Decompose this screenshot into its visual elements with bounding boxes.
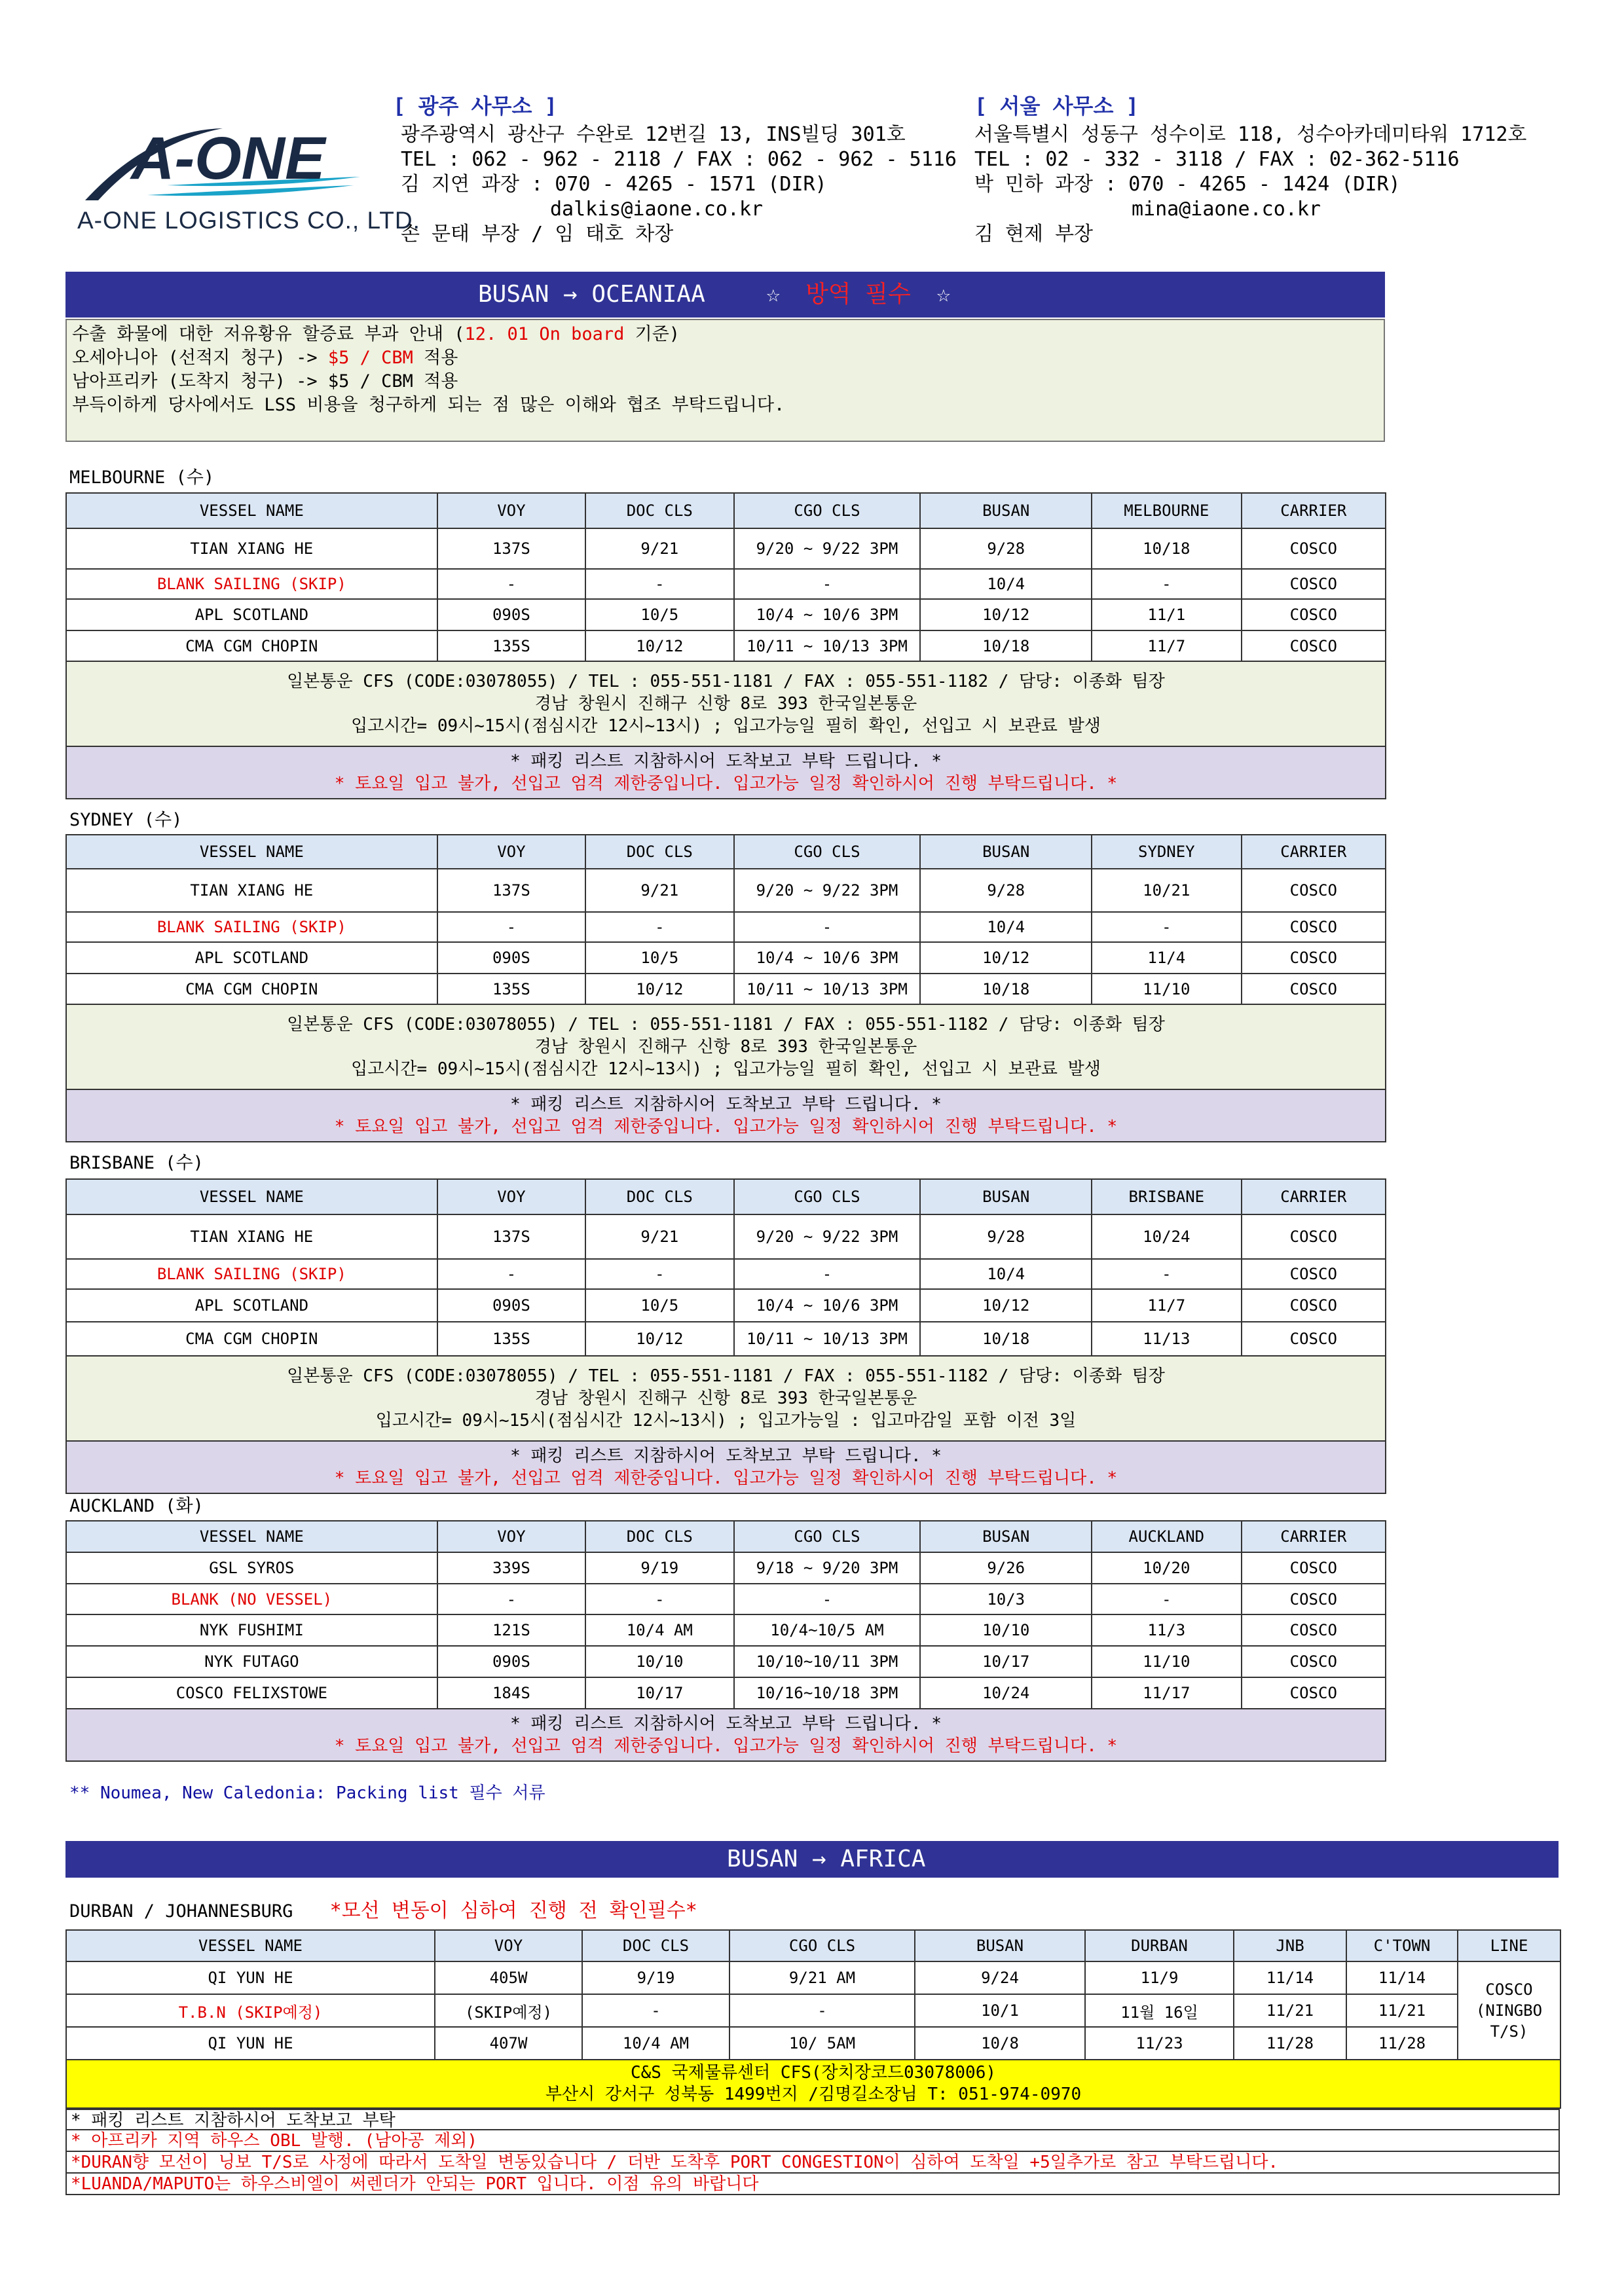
packing-line: * 패킹 리스트 지참하시어 도착보고 부탁 드립니다. * xyxy=(510,1095,942,1114)
table-cell: 11/9 xyxy=(1085,1961,1234,1994)
table-cell: 10/10~10/11 3PM xyxy=(734,1646,921,1677)
table-header-row xyxy=(66,493,1386,528)
table-cell: 10/18 xyxy=(920,630,1092,661)
packing-notice-row xyxy=(66,746,1386,799)
table-cell: 11/13 xyxy=(1092,1322,1241,1356)
africa-notes xyxy=(65,2109,1560,2195)
seoul-staff: 김 현제 부장 xyxy=(974,223,1094,246)
column-header: BUSAN xyxy=(915,1930,1085,1961)
table-cell: 10/12 xyxy=(585,1322,733,1356)
table-cell: TIAN XIANG HE xyxy=(66,528,437,569)
column-header: JNB xyxy=(1234,1930,1346,1961)
seoul-office-title: [ 서울 사무소 ] xyxy=(974,94,1139,118)
table-cell: - xyxy=(437,1259,585,1289)
table-cell: 10/10 xyxy=(585,1646,733,1677)
section-label: AUCKLAND (화) xyxy=(69,1496,204,1516)
table-cell: 11/14 xyxy=(1234,1961,1346,1994)
table-cell: 9/21 xyxy=(585,869,733,912)
table-row xyxy=(66,1214,1386,1259)
table-cell: 11/17 xyxy=(1092,1677,1241,1709)
table-cell: - xyxy=(1092,1584,1241,1614)
table-cell: 137S xyxy=(437,528,585,569)
lss-notice xyxy=(65,319,1385,442)
table-cell: 10/18 xyxy=(920,974,1092,1004)
table-cell: 10/24 xyxy=(920,1677,1092,1709)
gwangju-staff: 손 문태 부장 / 임 태호 차장 xyxy=(401,223,674,246)
table-cell: COSCO FELIXSTOWE xyxy=(66,1677,437,1709)
africa-note: * 아프리카 지역 하우스 OBL 발행. (남아공 제외) xyxy=(65,2130,1560,2152)
table-cell: - xyxy=(585,569,733,599)
column-header: VOY xyxy=(435,1930,582,1961)
africa-schedule-table xyxy=(65,1929,1561,2109)
packing-notice xyxy=(66,1089,1386,1142)
table-cell: APL SCOTLAND xyxy=(66,599,437,630)
table-cell: 339S xyxy=(437,1552,585,1584)
section-label: BRISBANE (수) xyxy=(69,1153,204,1173)
column-header: LINE xyxy=(1458,1930,1560,1961)
column-header: BUSAN xyxy=(920,493,1092,528)
packing-line: * 패킹 리스트 지참하시어 도착보고 부탁 드립니다. * xyxy=(510,1714,942,1734)
table-cell: 10/18 xyxy=(920,1322,1092,1356)
column-header: BUSAN xyxy=(920,1179,1092,1214)
column-header: CARRIER xyxy=(1242,493,1386,528)
africa-title-bar xyxy=(65,1841,1559,1878)
table-row xyxy=(66,1646,1386,1677)
star-left-icon: ☆ xyxy=(766,281,781,308)
table-cell: - xyxy=(582,1994,729,2027)
table-row xyxy=(66,599,1386,630)
table-cell: 090S xyxy=(437,1289,585,1322)
table-cell: 10/12 xyxy=(920,942,1092,974)
table-cell: 11/21 xyxy=(1346,1994,1458,2027)
table-cell: COSCO xyxy=(1242,630,1386,661)
table-cell: - xyxy=(585,1259,733,1289)
packing-notice-row xyxy=(66,1441,1386,1493)
cfs-info-row xyxy=(66,661,1386,746)
table-row xyxy=(66,528,1386,569)
table-row xyxy=(66,569,1386,599)
seoul-contact: 박 민하 과장 : 070 - 4265 - 1424 (DIR) xyxy=(974,173,1401,196)
cfs-line: 일본통운 CFS (CODE:03078055) / TEL : 055-551-1181 / FAX : 055-551-1182 / 담당: 이종화 팀장 xyxy=(287,1015,1165,1034)
table-cell: 407W xyxy=(435,2027,582,2060)
table-cell: 10/16~10/18 3PM xyxy=(734,1677,921,1709)
table-cell: 10/4 ~ 10/6 3PM xyxy=(734,942,921,974)
table-cell: COSCO xyxy=(1242,528,1386,569)
saturday-warning: * 토요일 입고 불가, 선입고 엄격 제한중입니다. 입고가능 일정 확인하시어 진행 부탁드립니다. * xyxy=(334,1117,1118,1137)
notice-line-2: 오세아니아 (선적지 청구) -> $5 / CBM 적용 xyxy=(72,348,458,368)
table-cell: 10/24 xyxy=(1092,1214,1241,1259)
cfs-line: 부산시 강서구 성북동 1499번지 /김명길소장님 T: 051-974-0970 xyxy=(545,2085,1082,2104)
table-cell: 11월 16일 xyxy=(1085,1994,1234,2027)
column-header: DOC CLS xyxy=(585,493,733,528)
packing-notice xyxy=(66,746,1386,799)
column-header: BUSAN xyxy=(920,835,1092,869)
column-header: DURBAN xyxy=(1085,1930,1234,1961)
column-header: DOC CLS xyxy=(582,1930,729,1961)
table-cell: 9/20 ~ 9/22 3PM xyxy=(734,869,921,912)
table-cell: COSCO xyxy=(1242,1646,1386,1677)
table-cell: 10/12 xyxy=(585,974,733,1004)
table-cell: COSCO xyxy=(1242,1289,1386,1322)
table-cell: (SKIP예정) xyxy=(435,1994,582,2027)
column-header: CGO CLS xyxy=(729,1930,915,1961)
table-cell: 10/12 xyxy=(920,599,1092,630)
table-cell: 9/20 ~ 9/22 3PM xyxy=(734,1214,921,1259)
table-cell: - xyxy=(1092,1259,1241,1289)
africa-route: DURBAN / JOHANNESBURG xyxy=(69,1901,293,1922)
column-header: BUSAN xyxy=(920,1521,1092,1552)
table-cell: QI YUN HE xyxy=(66,1961,435,1994)
seoul-tel: TEL : 02 - 332 - 3118 / FAX : 02-362-5116 xyxy=(974,148,1460,171)
schedule-table xyxy=(65,834,1386,1142)
noumea-footnote: ** Noumea, New Caledonia: Packing list 필수 서류 xyxy=(69,1783,545,1803)
table-cell: CMA CGM CHOPIN xyxy=(66,630,437,661)
table-cell: - xyxy=(585,912,733,942)
table-cell: 10/5 xyxy=(585,1289,733,1322)
gwangju-office-title: [ 광주 사무소 ] xyxy=(393,94,557,118)
table-row xyxy=(66,1584,1386,1614)
packing-notice xyxy=(66,1441,1386,1493)
table-cell: 11/3 xyxy=(1092,1614,1241,1646)
table-row xyxy=(66,869,1386,912)
cfs-line: 경남 창원시 진해구 신항 8로 393 한국일본통운 xyxy=(534,1037,917,1057)
column-header: C'TOWN xyxy=(1346,1930,1458,1961)
oceania-title: BUSAN → OCEANIAA xyxy=(478,281,705,308)
table-cell: 10/18 xyxy=(1092,528,1241,569)
column-header: VOY xyxy=(437,1179,585,1214)
saturday-warning: * 토요일 입고 불가, 선입고 엄격 제한중입니다. 입고가능 일정 확인하시어 진행 부탁드립니다. * xyxy=(334,774,1118,793)
africa-note: *DURAN향 모선이 닝보 T/S로 사정에 따라서 도착일 변동있습니다 / 더반 도착후 PORT CONGESTION이 심하여 도착일 +5일추가로 참고 부탁드립니다. xyxy=(65,2152,1560,2174)
schedule-table xyxy=(65,1520,1386,1762)
table-row xyxy=(66,2027,1560,2060)
column-header: SYDNEY xyxy=(1092,835,1241,869)
table-cell: 9/21 AM xyxy=(729,1961,915,1994)
table-cell: 9/24 xyxy=(915,1961,1085,1994)
table-cell: 9/19 xyxy=(582,1961,729,1994)
table-cell: COSCO xyxy=(1242,599,1386,630)
table-cell: APL SCOTLAND xyxy=(66,942,437,974)
column-header: DOC CLS xyxy=(585,1521,733,1552)
table-cell: 9/21 xyxy=(585,528,733,569)
table-row xyxy=(66,942,1386,974)
table-row xyxy=(66,1961,1560,1994)
table-cell: BLANK SAILING (SKIP) xyxy=(66,569,437,599)
table-cell: 10/10 xyxy=(920,1614,1092,1646)
table-cell: 10/11 ~ 10/13 3PM xyxy=(734,1322,921,1356)
table-header-row xyxy=(66,1521,1386,1552)
cfs-info xyxy=(66,1356,1386,1441)
column-header: VOY xyxy=(437,835,585,869)
cfs-line: 일본통운 CFS (CODE:03078055) / TEL : 055-551-1181 / FAX : 055-551-1182 / 담당: 이종화 팀장 xyxy=(287,672,1165,691)
cfs-info-row xyxy=(66,1356,1386,1441)
table-row xyxy=(66,1322,1386,1356)
table-cell: 11/7 xyxy=(1092,1289,1241,1322)
table-cell: COSCO xyxy=(1242,1259,1386,1289)
table-cell: 10/4 AM xyxy=(582,2027,729,2060)
table-row xyxy=(66,974,1386,1004)
table-cell: 10/1 xyxy=(915,1994,1085,2027)
africa-note: *LUANDA/MAPUTO는 하우스비엘이 써렌더가 안되는 PORT 입니다. 이점 유의 바랍니다 xyxy=(65,2174,1560,2195)
column-header: VOY xyxy=(437,1521,585,1552)
table-cell: - xyxy=(729,1994,915,2027)
table-cell: 9/26 xyxy=(920,1552,1092,1584)
table-cell: 137S xyxy=(437,1214,585,1259)
carrier-line-cell: COSCO (NINGBO T/S) xyxy=(1458,1961,1560,2060)
table-cell: GSL SYROS xyxy=(66,1552,437,1584)
table-cell: 11/28 xyxy=(1234,2027,1346,2060)
table-cell: - xyxy=(734,912,921,942)
table-cell: 137S xyxy=(437,869,585,912)
logo-company-name: A-ONE LOGISTICS CO., LTD. xyxy=(77,207,420,234)
table-cell: 135S xyxy=(437,974,585,1004)
table-cell: COSCO xyxy=(1242,1552,1386,1584)
table-cell: - xyxy=(437,912,585,942)
table-cell: 10/5 xyxy=(585,942,733,974)
seoul-email[interactable]: mina@iaone.co.kr xyxy=(1132,198,1321,221)
cfs-line: 경남 창원시 진해구 신항 8로 393 한국일본통운 xyxy=(534,694,917,714)
table-cell: 405W xyxy=(435,1961,582,1994)
column-header: VESSEL NAME xyxy=(66,1179,437,1214)
table-cell: 11/21 xyxy=(1234,1994,1346,2027)
table-cell: 10/21 xyxy=(1092,869,1241,912)
seoul-office xyxy=(974,94,1526,247)
table-cell: COSCO xyxy=(1242,1614,1386,1646)
gwangju-contact: 김 지연 과장 : 070 - 4265 - 1571 (DIR) xyxy=(401,173,827,196)
packing-line: * 패킹 리스트 지참하시어 도착보고 부탁 드립니다. * xyxy=(510,1446,942,1466)
cfs-line: 입고시간= 09시~15시(점심시간 12시~13시) ; 입고가능일 필히 확인, 선입고 시 보관료 발생 xyxy=(351,1059,1101,1079)
packing-line: * 패킹 리스트 지참하시어 도착보고 부탁 드립니다. * xyxy=(510,752,942,771)
table-header-row xyxy=(66,1179,1386,1214)
column-header: MELBOURNE xyxy=(1092,493,1241,528)
table-cell: 10/4~10/5 AM xyxy=(734,1614,921,1646)
gwangju-office xyxy=(393,94,957,247)
table-cell: APL SCOTLAND xyxy=(66,1289,437,1322)
table-cell: COSCO xyxy=(1242,1214,1386,1259)
table-cell: - xyxy=(1092,569,1241,599)
gwangju-address: 광주광역시 광산구 수완로 12번길 13, INS빌딩 301호 xyxy=(401,123,906,146)
table-row xyxy=(66,1552,1386,1584)
table-cell: 10/12 xyxy=(920,1289,1092,1322)
column-header: CARRIER xyxy=(1242,835,1386,869)
table-row xyxy=(66,1994,1560,2027)
cfs-line: C&S 국제물류센터 CFS(장치장코드03078006) xyxy=(630,2063,997,2083)
table-cell: 9/19 xyxy=(585,1552,733,1584)
quarantine-note: 방역 필수 xyxy=(805,281,911,308)
column-header: VESSEL NAME xyxy=(66,1930,435,1961)
table-cell: BLANK (NO VESSEL) xyxy=(66,1584,437,1614)
company-logo xyxy=(72,117,420,241)
table-cell: 10/3 xyxy=(920,1584,1092,1614)
logo-wordmark: A-ONE xyxy=(131,125,325,192)
table-cell: QI YUN HE xyxy=(66,2027,435,2060)
section-label: MELBOURNE (수) xyxy=(69,467,215,488)
table-cell: 10/4 xyxy=(920,1259,1092,1289)
column-header: CGO CLS xyxy=(734,493,921,528)
table-cell: 090S xyxy=(437,599,585,630)
saturday-warning: * 토요일 입고 불가, 선입고 엄격 제한중입니다. 입고가능 일정 확인하시어 진행 부탁드립니다. * xyxy=(334,1468,1118,1488)
gwangju-email[interactable]: dalkis@iaone.co.kr xyxy=(550,198,764,221)
table-cell: 10/11 ~ 10/13 3PM xyxy=(734,630,921,661)
table-cell: COSCO xyxy=(1242,974,1386,1004)
table-cell: CMA CGM CHOPIN xyxy=(66,1322,437,1356)
notice-line-4: 부득이하게 당사에서도 LSS 비용을 청구하게 되는 점 많은 이해와 협조 부탁드립니다. xyxy=(72,395,785,415)
section-label: SYDNEY (수) xyxy=(69,810,183,830)
table-cell: 10/4 ~ 10/6 3PM xyxy=(734,599,921,630)
table-cell: 090S xyxy=(437,942,585,974)
table-cell: 121S xyxy=(437,1614,585,1646)
table-cell: 10/4 xyxy=(920,912,1092,942)
notice-line-3: 남아프리카 (도착지 청구) -> $5 / CBM 적용 xyxy=(72,371,458,392)
table-cell: 11/1 xyxy=(1092,599,1241,630)
table-cell: 11/10 xyxy=(1092,1646,1241,1677)
schedule-table xyxy=(65,1178,1386,1494)
column-header: CARRIER xyxy=(1242,1179,1386,1214)
cfs-line: 입고시간= 09시~15시(점심시간 12시~13시) ; 입고가능일 필히 확인, 선입고 시 보관료 발생 xyxy=(351,716,1101,736)
table-cell: - xyxy=(1092,912,1241,942)
column-header: VOY xyxy=(437,493,585,528)
africa-title: BUSAN → AFRICA xyxy=(727,1846,926,1872)
africa-route-label xyxy=(69,1894,697,1923)
table-cell: - xyxy=(734,1584,921,1614)
schedule-table xyxy=(65,492,1386,799)
table-cell: 184S xyxy=(437,1677,585,1709)
table-header-row xyxy=(66,835,1386,869)
column-header: CARRIER xyxy=(1242,1521,1386,1552)
table-cell: COSCO xyxy=(1242,1584,1386,1614)
cfs-line: 경남 창원시 진해구 신항 8로 393 한국일본통운 xyxy=(534,1389,917,1408)
table-cell: COSCO xyxy=(1242,569,1386,599)
table-header-row xyxy=(66,1930,1560,1961)
cfs-line: 입고시간= 09시~15시(점심시간 12시~13시) ; 입고가능일 : 입고마감일 포함 이전 3일 xyxy=(375,1411,1077,1430)
table-cell: COSCO xyxy=(1242,869,1386,912)
table-cell: COSCO xyxy=(1242,1677,1386,1709)
table-cell: BLANK SAILING (SKIP) xyxy=(66,912,437,942)
table-cell: 9/21 xyxy=(585,1214,733,1259)
table-cell: 10/5 xyxy=(585,599,733,630)
table-cell: 11/4 xyxy=(1092,942,1241,974)
cfs-info-row xyxy=(66,1004,1386,1089)
column-header: CGO CLS xyxy=(734,1179,921,1214)
table-row xyxy=(66,630,1386,661)
table-cell: 9/18 ~ 9/20 3PM xyxy=(734,1552,921,1584)
table-cell: 135S xyxy=(437,1322,585,1356)
table-cell: 10/8 xyxy=(915,2027,1085,2060)
packing-notice xyxy=(66,1709,1386,1761)
table-cell: 10/4 xyxy=(920,569,1092,599)
table-cell: 10/12 xyxy=(585,630,733,661)
africa-note: * 패킹 리스트 지참하시어 도착보고 부탁 xyxy=(65,2109,1560,2130)
star-right-icon: ☆ xyxy=(936,281,951,308)
table-cell: 9/28 xyxy=(920,1214,1092,1259)
table-cell: 10/17 xyxy=(585,1677,733,1709)
packing-notice-row xyxy=(66,1709,1386,1761)
africa-route-warning: *모선 변동이 심하여 진행 전 확인필수* xyxy=(329,1899,697,1922)
column-header: DOC CLS xyxy=(585,1179,733,1214)
table-cell: - xyxy=(734,569,921,599)
column-header: VESSEL NAME xyxy=(66,1521,437,1552)
table-cell: CMA CGM CHOPIN xyxy=(66,974,437,1004)
column-header: CGO CLS xyxy=(734,1521,921,1552)
cfs-info xyxy=(66,1004,1386,1089)
column-header: CGO CLS xyxy=(734,835,921,869)
table-cell: COSCO xyxy=(1242,1322,1386,1356)
gwangju-tel: TEL : 062 - 962 - 2118 / FAX : 062 - 962 - 5116 xyxy=(401,148,957,171)
cfs-info-row xyxy=(66,2060,1560,2108)
table-cell: 10/4 ~ 10/6 3PM xyxy=(734,1289,921,1322)
cfs-line: 일본통운 CFS (CODE:03078055) / TEL : 055-551-1181 / FAX : 055-551-1182 / 담당: 이종화 팀장 xyxy=(287,1366,1165,1386)
table-row xyxy=(66,912,1386,942)
column-header: AUCKLAND xyxy=(1092,1521,1241,1552)
table-row xyxy=(66,1677,1386,1709)
column-header: DOC CLS xyxy=(585,835,733,869)
table-cell: COSCO xyxy=(1242,912,1386,942)
table-cell: 10/4 AM xyxy=(585,1614,733,1646)
table-cell: 9/28 xyxy=(920,528,1092,569)
table-row xyxy=(66,1259,1386,1289)
notice-line-1: 수출 화물에 대한 저유황유 할증료 부과 안내 (12. 01 On board 기준) xyxy=(72,324,680,344)
table-cell: 135S xyxy=(437,630,585,661)
table-cell: 10/11 ~ 10/13 3PM xyxy=(734,974,921,1004)
packing-notice-row xyxy=(66,1089,1386,1142)
table-cell: BLANK SAILING (SKIP) xyxy=(66,1259,437,1289)
saturday-warning: * 토요일 입고 불가, 선입고 엄격 제한중입니다. 입고가능 일정 확인하시어 진행 부탁드립니다. * xyxy=(334,1736,1118,1756)
table-cell: - xyxy=(585,1584,733,1614)
table-row xyxy=(66,1614,1386,1646)
table-cell: 090S xyxy=(437,1646,585,1677)
table-cell: TIAN XIANG HE xyxy=(66,869,437,912)
table-cell: 11/28 xyxy=(1346,2027,1458,2060)
table-cell: 10/ 5AM xyxy=(729,2027,915,2060)
cfs-info xyxy=(66,661,1386,746)
table-cell: NYK FUSHIMI xyxy=(66,1614,437,1646)
table-cell: 10/17 xyxy=(920,1646,1092,1677)
table-cell: 11/23 xyxy=(1085,2027,1234,2060)
table-cell: COSCO xyxy=(1242,942,1386,974)
column-header: VESSEL NAME xyxy=(66,835,437,869)
table-cell: 11/14 xyxy=(1346,1961,1458,1994)
table-cell: - xyxy=(734,1259,921,1289)
table-cell: - xyxy=(437,569,585,599)
table-cell: 11/7 xyxy=(1092,630,1241,661)
column-header: VESSEL NAME xyxy=(66,493,437,528)
seoul-address: 서울특별시 성동구 성수이로 118, 성수아카데미타워 1712호 xyxy=(974,123,1527,146)
table-cell: - xyxy=(437,1584,585,1614)
table-cell: 11/10 xyxy=(1092,974,1241,1004)
table-cell: 9/28 xyxy=(920,869,1092,912)
table-cell: NYK FUTAGO xyxy=(66,1646,437,1677)
cfs-info xyxy=(66,2060,1560,2108)
table-cell: TIAN XIANG HE xyxy=(66,1214,437,1259)
column-header: BRISBANE xyxy=(1092,1179,1241,1214)
table-cell: 10/20 xyxy=(1092,1552,1241,1584)
table-row xyxy=(66,1289,1386,1322)
table-cell: 9/20 ~ 9/22 3PM xyxy=(734,528,921,569)
logo-wave-icon xyxy=(72,117,380,205)
oceania-title-bar xyxy=(65,272,1385,318)
table-cell: T.B.N (SKIP예정) xyxy=(66,1994,435,2027)
